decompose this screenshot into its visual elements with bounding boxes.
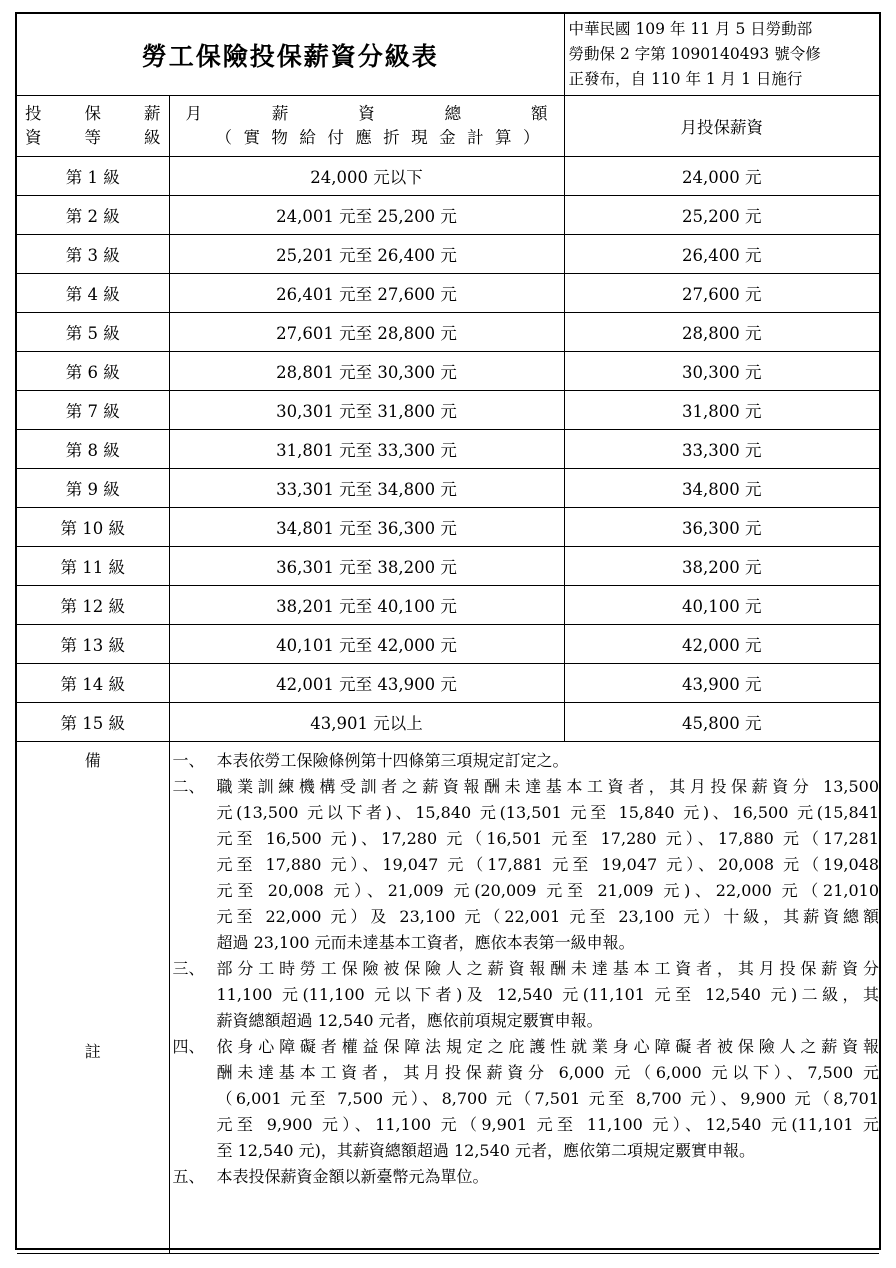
table-row [17, 157, 879, 196]
table-row [17, 235, 879, 274]
decree-line: 正發布，自 110 年 1 月 1 日施行 [568, 70, 803, 88]
header-char: 付 [327, 128, 344, 147]
header-char: 應 [355, 128, 372, 147]
insured-salary-cell: 38,200 元 [564, 547, 879, 586]
note-line: 薪資總額超過 12,540 元者，應依前項規定覈實申報。 [216, 1011, 603, 1030]
grade-cell: 第 9 級 [17, 469, 169, 508]
header-char: 薪 [271, 104, 289, 123]
salary-range-cell: 38,201 元至 40,100 元 [169, 586, 564, 625]
header-char: 給 [299, 128, 316, 147]
insured-salary-cell: 34,800 元 [564, 469, 879, 508]
note-item [173, 1164, 880, 1190]
note-item [173, 774, 880, 956]
table-row [17, 547, 879, 586]
salary-range-cell: 28,801 元至 30,300 元 [169, 352, 564, 391]
salary-grade-document [15, 12, 881, 1250]
note-line: 元至 16,500 元)、17,280 元（16,501 元至 17,280 元）、17,880 元（17,281 [216, 829, 880, 848]
header-char: 投 [25, 104, 42, 123]
grade-cell: 第 12 級 [17, 586, 169, 625]
note-line: 元(13,500 元以下者)、15,840 元(13,501 元至 15,840 元)、16,500 元(15,841 [216, 803, 880, 822]
grade-cell: 第 6 級 [17, 352, 169, 391]
grade-cell: 第 2 級 [17, 196, 169, 235]
table-row [17, 274, 879, 313]
salary-range-cell: 33,301 元至 34,800 元 [169, 469, 564, 508]
notes-row [17, 742, 879, 1254]
header-char: ） [522, 128, 540, 147]
grade-cell: 第 3 級 [17, 235, 169, 274]
note-line: 元至 9,900 元）、11,100 元（9,901 元至 11,100 元）、12,540 元(11,101 元 [216, 1115, 880, 1134]
header-char: 現 [411, 128, 428, 147]
decree-note [564, 14, 879, 96]
note-line: 元至 20,008 元）、21,009 元(20,009 元至 21,009 元)、22,000 元（21,010 [216, 881, 880, 900]
salary-range-cell: 24,000 元以下 [169, 157, 564, 196]
header-char: 折 [383, 128, 400, 147]
header-char: 算 [495, 128, 512, 147]
salary-range-cell: 24,001 元至 25,200 元 [169, 196, 564, 235]
note-number: 五、 [172, 1167, 205, 1186]
note-line: （6,001 元至 7,500 元）、8,700 元（7,501 元至 8,700 元）、9,900 元（8,701 [216, 1089, 880, 1108]
notes-body [169, 742, 879, 1254]
salary-range-cell: 26,401 元至 27,600 元 [169, 274, 564, 313]
header-char: 等 [84, 128, 101, 147]
notes-label [17, 742, 169, 1254]
header-grade [17, 96, 169, 157]
grade-cell: 第 11 級 [17, 547, 169, 586]
insured-salary-cell: 24,000 元 [564, 157, 879, 196]
insured-salary-cell: 25,200 元 [564, 196, 879, 235]
header-char: 薪 [144, 104, 161, 123]
insured-salary-cell: 30,300 元 [564, 352, 879, 391]
salary-range-cell: 42,001 元至 43,900 元 [169, 664, 564, 703]
insured-salary-cell: 27,600 元 [564, 274, 879, 313]
table-row [17, 469, 879, 508]
note-line: 職業訓練機構受訓者之薪資報酬未達基本工資者，其月投保薪資分 13,500 [216, 777, 880, 796]
grade-cell: 第 4 級 [17, 274, 169, 313]
header-char: 實 [243, 128, 260, 147]
decree-line: 勞動保 2 字第 1090140493 號令修 [568, 45, 821, 63]
table-row [17, 508, 879, 547]
note-line: 元至 17,880 元）、19,047 元（17,881 元至 19,047 元）、20,008 元（19,048 [216, 855, 880, 874]
salary-range-cell: 30,301 元至 31,800 元 [169, 391, 564, 430]
note-line: 依身心障礙者權益保障法規定之庇護性就業身心障礙者被保險人之薪資報 [216, 1037, 880, 1056]
note-number: 二、 [172, 777, 205, 796]
header-char: 月 [185, 104, 202, 123]
insured-salary-cell: 42,000 元 [564, 625, 879, 664]
grade-cell: 第 14 級 [17, 664, 169, 703]
table-row [17, 352, 879, 391]
salary-grade-table [17, 14, 879, 1254]
grade-cell: 第 10 級 [17, 508, 169, 547]
salary-range-cell: 36,301 元至 38,200 元 [169, 547, 564, 586]
insured-salary-cell: 40,100 元 [564, 586, 879, 625]
insured-salary-cell: 33,300 元 [564, 430, 879, 469]
header-insured-salary: 月投保薪資 [564, 96, 879, 157]
grade-cell: 第 15 級 [17, 703, 169, 742]
table-row [17, 313, 879, 352]
header-char: 資 [25, 128, 42, 147]
grade-cell: 第 1 級 [17, 157, 169, 196]
salary-range-cell: 34,801 元至 36,300 元 [169, 508, 564, 547]
header-char: （ [215, 128, 232, 147]
note-item [173, 956, 880, 1034]
grade-cell: 第 13 級 [17, 625, 169, 664]
note-line: 至 12,540 元)，其薪資總額超過 12,540 元者，應依第二項規定覈實申報。 [216, 1141, 756, 1160]
table-row [17, 664, 879, 703]
note-line: 超過 23,100 元而未達基本工資者，應依本表第一級申報。 [216, 933, 635, 952]
note-line: 酬未達基本工資者，其月投保薪資分 6,000 元（6,000 元以下）、7,500 元 [216, 1063, 880, 1082]
note-line: 本表依勞工保險條例第十四條第三項規定訂定之。 [216, 751, 569, 770]
salary-range-cell: 31,801 元至 33,300 元 [169, 430, 564, 469]
insured-salary-cell: 31,800 元 [564, 391, 879, 430]
table-row [17, 625, 879, 664]
note-line: 11,100 元(11,100 元以下者)及 12,540 元(11,101 元至 12,540 元)二級，其 [216, 985, 880, 1004]
notes-label-char: 備 [84, 751, 101, 770]
header-char: 總 [444, 104, 462, 123]
insured-salary-cell: 36,300 元 [564, 508, 879, 547]
note-line: 本表投保薪資金額以新臺幣元為單位。 [216, 1167, 489, 1186]
grade-cell: 第 8 級 [17, 430, 169, 469]
header-char: 級 [144, 128, 161, 147]
salary-range-cell: 27,601 元至 28,800 元 [169, 313, 564, 352]
header-char: 保 [84, 104, 101, 123]
table-row [17, 703, 879, 742]
note-number: 三、 [172, 959, 205, 978]
salary-range-cell: 40,101 元至 42,000 元 [169, 625, 564, 664]
header-salary-range [169, 96, 564, 157]
grade-cell: 第 5 級 [17, 313, 169, 352]
header-char: 資 [358, 104, 375, 123]
document-title: 勞工保險投保薪資分級表 [17, 14, 564, 96]
note-item [173, 748, 880, 774]
insured-salary-cell: 26,400 元 [564, 235, 879, 274]
decree-line: 中華民國 109 年 11 月 5 日勞動部 [568, 20, 813, 38]
note-line: 元至 22,000 元）及 23,100 元（22,001 元至 23,100 元）十級，其薪資總額 [216, 907, 880, 926]
grade-cell: 第 7 級 [17, 391, 169, 430]
insured-salary-cell: 45,800 元 [564, 703, 879, 742]
table-row [17, 391, 879, 430]
salary-range-cell: 25,201 元至 26,400 元 [169, 235, 564, 274]
table-row [17, 586, 879, 625]
table-row [17, 430, 879, 469]
header-char: 計 [467, 128, 484, 147]
note-line: 部分工時勞工保險被保險人之薪資報酬未達基本工資者，其月投保薪資分 [216, 959, 880, 978]
table-row [17, 196, 879, 235]
header-char: 金 [439, 128, 456, 147]
note-number: 一、 [172, 751, 205, 770]
insured-salary-cell: 43,900 元 [564, 664, 879, 703]
header-char: 物 [271, 128, 288, 147]
notes-label-char: 註 [84, 1042, 101, 1061]
note-number: 四、 [172, 1037, 205, 1056]
header-char: 額 [531, 104, 548, 123]
insured-salary-cell: 28,800 元 [564, 313, 879, 352]
note-item [173, 1034, 880, 1164]
salary-range-cell: 43,901 元以上 [169, 703, 564, 742]
